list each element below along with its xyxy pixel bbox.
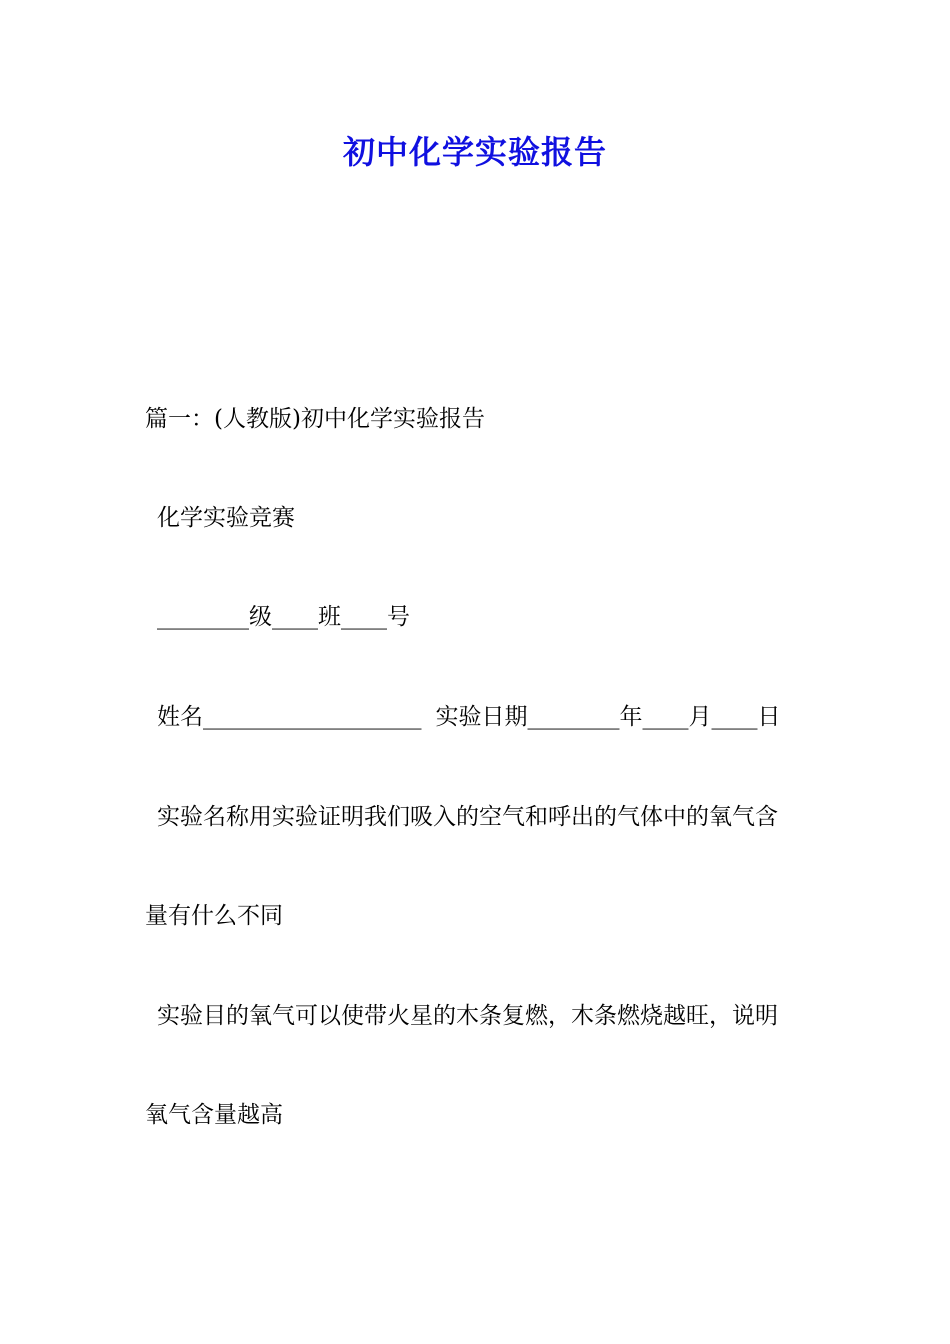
purpose-line-2: 氧气含量越高 <box>145 1102 283 1128</box>
class-number-line: ________级____班____号 <box>157 604 410 630</box>
purpose-line-1: 实验目的氧气可以使带火星的木条复燃，木条燃烧越旺，说明 <box>157 1003 778 1029</box>
document-title: 初中化学实验报告 <box>342 133 607 171</box>
name-date-line <box>157 701 781 733</box>
section-heading: 篇一：(人教版)初中化学实验报告 <box>145 406 485 432</box>
competition-name: 化学实验竞赛 <box>157 505 295 531</box>
name-field-label: 姓名___________________ <box>157 704 422 730</box>
experiment-name-line-1: 实验名称用实验证明我们吸入的空气和呼出的气体中的氧气含 <box>157 804 778 830</box>
date-field-label: 实验日期________年____月____日 <box>435 704 781 730</box>
experiment-name-line-2: 量有什么不同 <box>145 903 283 929</box>
